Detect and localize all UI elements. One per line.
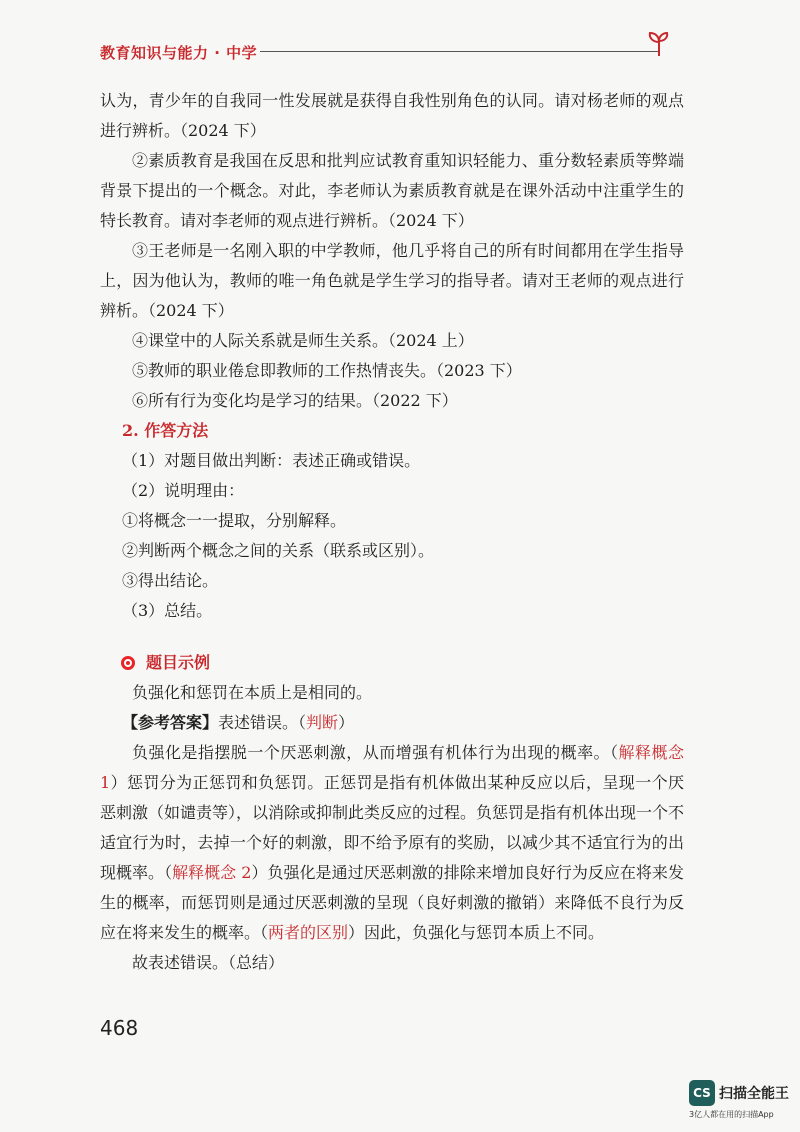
note-difference: 两者的区别 — [268, 923, 349, 942]
watermark-tagline: 3亿人都在用的扫描App — [689, 1110, 774, 1119]
method-step: ③得出结论。 — [122, 571, 219, 590]
sprout-icon — [648, 30, 670, 56]
page-number: 468 — [100, 1016, 139, 1040]
question-4: ④课堂中的人际关系就是师生关系。（2024 上） — [132, 331, 474, 350]
example-title: 题目示例 — [146, 653, 211, 672]
note-concept-2: 解释概念 2 — [172, 863, 252, 882]
example-question: 负强化和惩罚在本质上是相同的。 — [132, 683, 373, 702]
question-6: ⑥所有行为变化均是学习的结果。（2022 下） — [132, 391, 458, 410]
watermark-name: 扫描全能王 — [719, 1086, 789, 1102]
explanation-text: ）惩罚分为正惩罚和负惩罚。正惩罚是指有机体做出某种反应以后，呈现一个厌恶刺激（如谴责等），以消除或抑制此类反应的过程。负惩罚是指有机体出现一个不适宜行为时，去掉一个好的刺激，即不给予原有的奖励，以减少其不适宜行为的出现概率。（ — [100, 773, 685, 882]
scanner-watermark — [689, 1080, 799, 1126]
answer-label: 【参考答案】 — [122, 713, 219, 732]
answer-explanation — [100, 738, 684, 948]
method-step: （1）对题目做出判断：表述正确或错误。 — [122, 451, 421, 470]
explanation-text: ）负强化是通过厌恶刺激的排除来增加良好行为反应在将来发生的概率，而惩罚则是通过厌恶刺激的呈现（良好刺激的撤销）来降低不良行为反应在将来发生的概率。（ — [100, 863, 684, 942]
page-body — [100, 86, 684, 978]
conclusion-text: 故表述错误。（ — [132, 953, 237, 972]
method-step: ②判断两个概念之间的关系（联系或区别）。 — [122, 541, 435, 560]
header-rule — [260, 51, 660, 52]
method-step: （2）说明理由： — [122, 481, 245, 500]
target-icon — [120, 655, 136, 671]
section-title-method: 2. 作答方法 — [122, 421, 209, 440]
camscanner-logo-icon: CS — [689, 1080, 715, 1106]
running-header — [100, 36, 680, 64]
explanation-text: ）因此，负强化与惩罚本质上不同。 — [348, 923, 605, 942]
question-1-continued: 认为，青少年的自我同一性发展就是获得自我性别角色的认同。请对杨老师的观点进行辨析。（2024 下） — [100, 91, 684, 140]
answer-verdict: 表述错误。 — [218, 713, 299, 732]
answer-conclusion — [100, 948, 684, 978]
header-title: 教育知识与能力 · 中学 — [100, 44, 258, 62]
question-5: ⑤教师的职业倦怠即教师的工作热情丧失。（2023 下） — [132, 361, 522, 380]
question-2: ②素质教育是我国在反思和批判应试教育重知识轻能力、重分数轻素质等弊端背景下提出的一个概念。对此，李老师认为素质教育就是在课外活动中注重学生的特长教育。请对李老师的观点进行辨析。（2024 下） — [100, 151, 684, 230]
example-heading — [100, 648, 684, 678]
conclusion-text: ） — [268, 953, 285, 972]
explanation-text: 负强化是指摆脱一个厌恶刺激，从而增强有机体行为出现的概率。（ — [132, 743, 619, 762]
note-summary: 总结 — [236, 953, 269, 972]
reference-answer: 【参考答案】表述错误。（判断） — [122, 713, 355, 732]
method-step: ①将概念一一提取，分别解释。 — [122, 511, 347, 530]
note-judge: 判断 — [306, 713, 339, 732]
note-concept-1: 解释概念 1 — [100, 743, 684, 792]
method-step: （3）总结。 — [122, 601, 213, 620]
question-3: ③王老师是一名刚入职的中学教师，他几乎将自己的所有时间都用在学生指导上，因为他认为，教师的唯一角色就是学生学习的指导者。请对王老师的观点进行辨析。（2024 下） — [100, 241, 684, 320]
